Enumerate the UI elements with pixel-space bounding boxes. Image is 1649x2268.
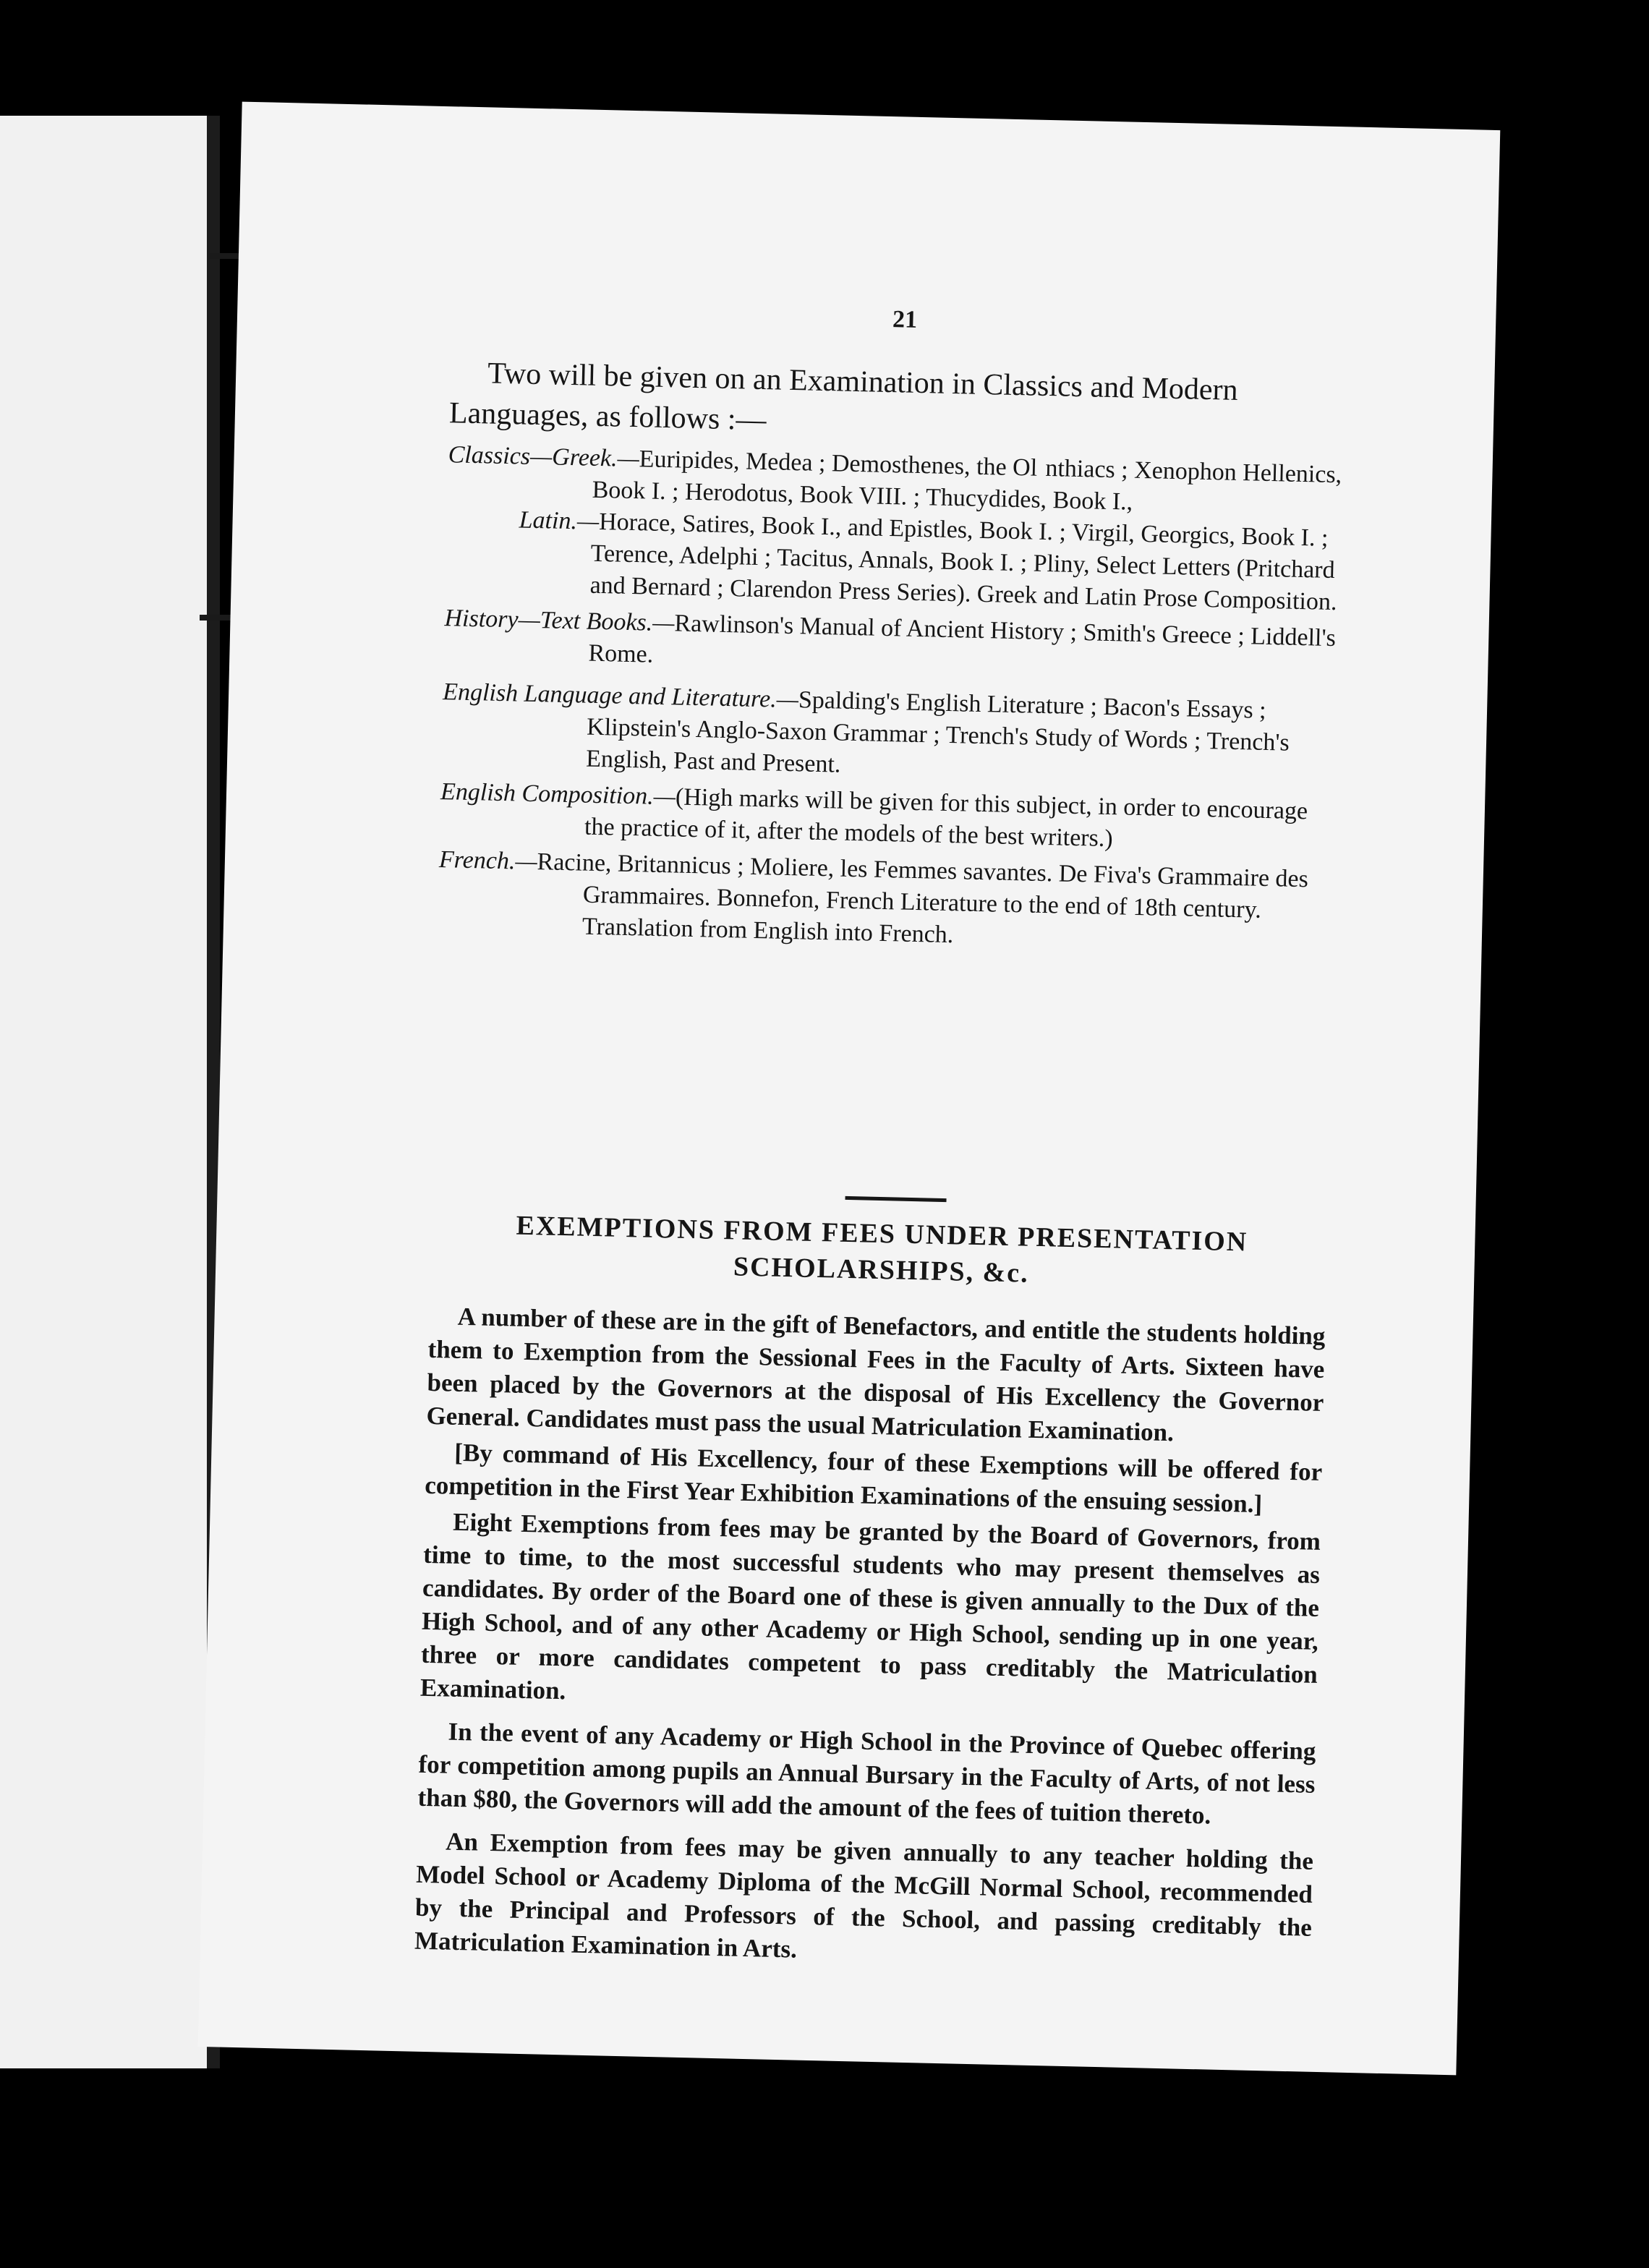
subject-text: Rawlinson's Manual of Ancient History ; Smith's Greece ; Liddell's Rome. (588, 610, 1337, 668)
subject-entry (438, 844, 1337, 960)
subject-label: English Composition.— (440, 778, 676, 811)
subject-label: English Language and Literature.— (442, 678, 799, 714)
body-paragraph: In the event of any Academy or High School in the Province of Quebec offering for competition among pupils an Annual Bursary in the Faculty of Arts, of not less than $80, the Governors will add the amount of the fees of tuition thereto. (417, 1717, 1316, 1830)
facing-page (0, 116, 217, 2068)
subject-label: Classics—Greek.— (448, 441, 640, 473)
scan-mark-clip (210, 253, 239, 259)
subject-text: (High marks will be given for this subject, in order to encourage the practice of it, after the models of the best writers.) (584, 783, 1308, 853)
scan-mark-clip (200, 615, 231, 621)
subject-entry (441, 676, 1340, 792)
subject-text: Spalding's English Literature ; Bacon's Essays ; Klipstein's Anglo-Saxon Grammar ; Trench's Study of Words ; Trench's English, Past and Present. (585, 686, 1290, 778)
subject-entry (445, 503, 1344, 618)
body-paragraph: A number of these are in the gift of Benefactors, and entitle the students holding them to Exemption from the Sessional Fees in the Faculty of Arts. Sixteen have been placed by the Governors at the disposal of His Excellency the Governor General. Candidates must pass the usual Matriculation Examination. (426, 1302, 1326, 1447)
subject-label: French.— (438, 846, 538, 876)
body-paragraph: Eight Exemptions from fees may be granted by the Board of Governors, from time to time, to the most successful students who may present themselves as candidates. By order of the Board one of these is given annually to the Dux of the High School, and of any other Academy or High School, sending up in one year, three or more candidates competent to pass creditably the Matriculation Examination. (419, 1507, 1321, 1705)
subject-list (438, 439, 1345, 960)
intro-paragraph: Two will be given on an Examination in Classics and Modern Languages, as follows :— (448, 357, 1239, 438)
subject-text: Horace, Satires, Book I., and Epistles, Book I. ; Virgil, Georgics, Book I. ; Terence, Adelphi ; Tacitus, Annals, Book I. ; Pliny, Select Letters (Pritchard and Bernard ; Clarendon Press Series). Greek and Latin Prose Composition. (589, 508, 1337, 616)
section-rule (845, 1196, 947, 1202)
subject-text: Racine, Britannicus ; Moliere, les Femmes savantes. De Fiva's Grammaire des Grammaires. Bonnefon, French Literature to the end of 18th century. Translation from English into French. (537, 848, 1309, 949)
body-paragraph: [By command of His Excellency, four of these Exemptions will be offered for competition in the First Year Exhibition Examinations of the ensuing session.] (424, 1438, 1323, 1519)
subject-label: History—Text Books.— (444, 605, 675, 637)
body-paragraph: An Exemption from fees may be given annually to any teacher holding the Model School or Academy Diploma of the McGill Normal School, recommended by the Principal and Professors of the School, and passing creditably the Matriculation Examination in Arts. (414, 1827, 1314, 1964)
page-number: 21 (892, 306, 918, 333)
exemptions-body (414, 1300, 1325, 1981)
document-page (198, 102, 1501, 2076)
subject-text: Euripides, Medea ; Demosthenes, the Ol nthiacs ; Xenophon Hellenics, Book I. ; Herodotus, Book VIII. ; Thucydides, Book I., (592, 446, 1342, 516)
section-heading: EXEMPTIONS FROM FEES UNDER PRESENTATION SCHOLARSHIPS, &c. (516, 1210, 1248, 1289)
subject-label: Latin.— (519, 506, 600, 535)
